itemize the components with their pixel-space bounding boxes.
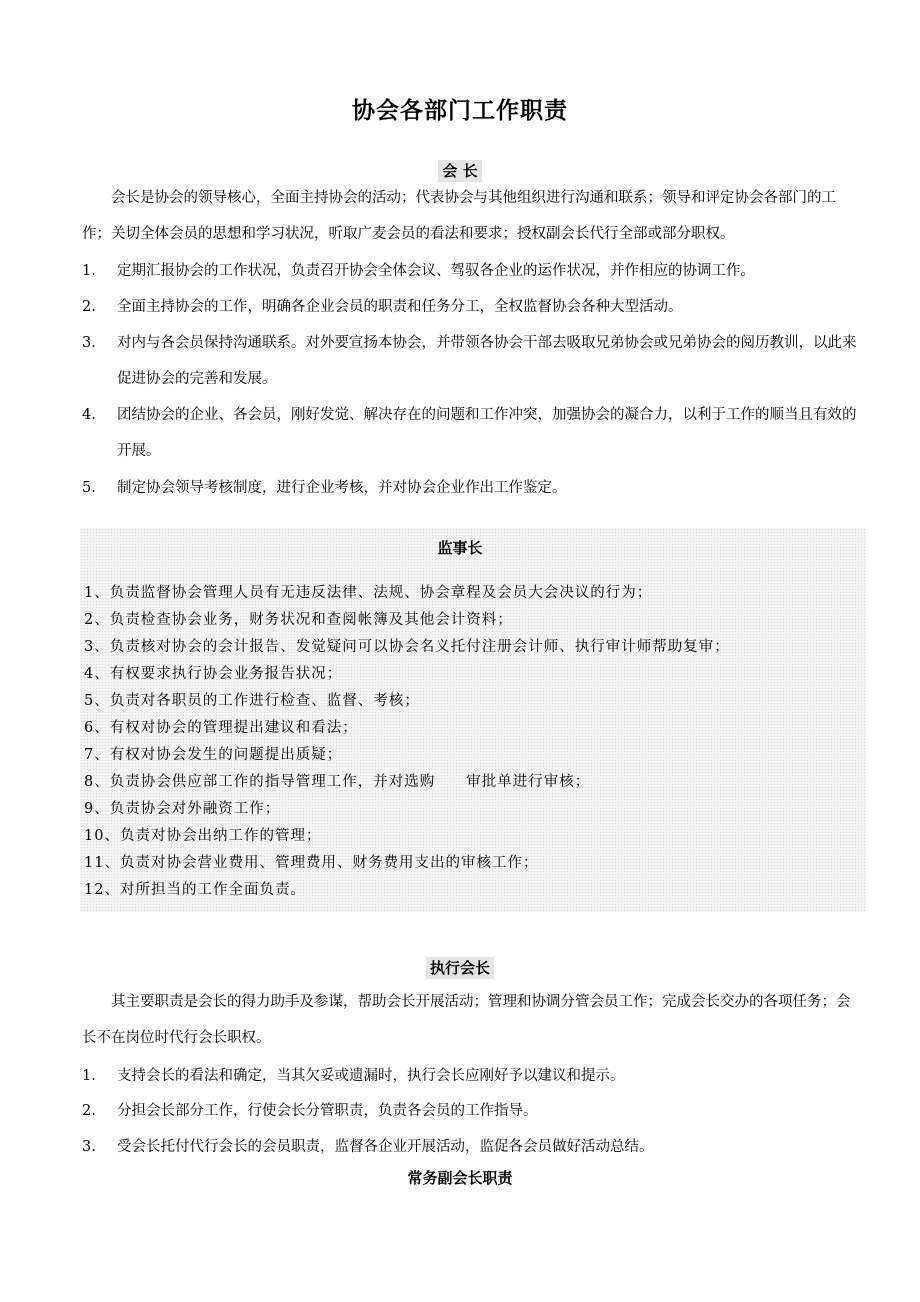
item-text: 支持会长的看法和确定，当其欠妥或遗漏时，执行会长应刚好予以建议和提示。 (117, 1068, 625, 1084)
president-item (82, 253, 862, 289)
executive-intro: 其主要职责是会长的得力助手及参谋，帮助会长开展活动；管理和协调分管会员工作；完成会长交办的各项任务；会长不在岗位时代行会长职权。 (82, 994, 851, 1046)
president-item (82, 470, 862, 506)
item-number: 3. (82, 335, 96, 351)
item-number: 1. (82, 1068, 96, 1084)
executive-item (82, 1058, 862, 1094)
president-heading-text: 会 长 (438, 160, 481, 182)
supervisor-heading (0, 537, 920, 558)
list-item: 5、负责对各职员的工作进行检查、监督、考核； (84, 693, 420, 709)
item-text: 制定协会领导考核制度，进行企业考核，并对协会企业作出工作鉴定。 (117, 480, 567, 496)
list-item: 12、对所担当的工作全面负责。 (84, 882, 306, 898)
executive-heading (0, 957, 920, 978)
item-text: 团结协会的企业、各会员，刚好发觉、解决存在的问题和工作冲突，加强协会的凝合力，以利于工作的顺当且有效的开展。 (117, 407, 857, 459)
item-text: 对内与各会员保持沟通联系。对外要宣扬本协会，并带领各协会干部去吸取兄弟协会或兄弟协会的阅历教训，以此来促进协会的完善和发展。 (117, 335, 857, 387)
item-number: 2. (82, 1103, 96, 1119)
list-item: 7、有权对协会发生的问题提出质疑； (84, 747, 343, 763)
supervisor-list (84, 580, 864, 904)
list-item: 6、有权对协会的管理提出建议和看法； (84, 720, 358, 736)
item-number: 1. (82, 263, 96, 279)
list-item: 8、负责协会供应部工作的指导管理工作，并对选购 审批单进行审核； (84, 774, 591, 790)
list-item: 4、有权要求执行协会业务报告状况； (84, 666, 343, 682)
item-text: 全面主持协会的工作，明确各企业会员的职责和任务分工，全权监督协会各种大型活动。 (117, 299, 683, 315)
executive-item (82, 1129, 862, 1165)
list-item: 3、负责核对协会的会计报告、发觉疑问可以协会名义托付注册会计师、执行审计师帮助复审； (84, 639, 730, 655)
list-item: 11、负责对协会营业费用、管理费用、财务费用支出的审核工作； (84, 855, 539, 871)
list-item: 10、负责对协会出纳工作的管理； (84, 828, 322, 844)
executive-item (82, 1093, 862, 1129)
list-item: 1、负责监督协会管理人员有无违反法律、法规、协会章程及会员大会决议的行为； (84, 585, 653, 601)
item-number: 4. (82, 407, 96, 423)
president-item (82, 397, 862, 469)
list-item: 2、负责检查协会业务，财务状况和查阅帐簿及其他会计资料； (84, 612, 513, 628)
supervisor-heading-text: 监事长 (437, 539, 483, 557)
president-intro: 会长是协会的领导核心，全面主持协会的活动；代表协会与其他组织进行沟通和联系；领导和评定协会各部门的工作；关切全体会员的思想和学习状况，听取广麦会员的看法和要求；授权副会长代行全部或部分职权。 (82, 190, 836, 242)
president-item (82, 289, 862, 325)
item-text: 受会长托付代行会长的会员职责，监督各企业开展活动，监促各会员做好活动总结。 (117, 1139, 654, 1155)
executive-heading-text: 执行会长 (426, 957, 494, 979)
president-heading (0, 160, 920, 181)
item-text: 分担会长部分工作，行使会长分管职责，负责各会员的工作指导。 (117, 1103, 538, 1119)
president-item (82, 325, 862, 397)
item-number: 2. (82, 299, 96, 315)
item-number: 3. (82, 1139, 96, 1155)
page-title: 协会各部门工作职责 (352, 98, 568, 124)
item-number: 5. (82, 480, 96, 496)
item-text: 定期汇报协会的工作状况，负责召开协会全体会议、驾驭各企业的运作状况，并作相应的协调工作。 (117, 263, 755, 279)
vice-heading-text: 常务副会长职责 (407, 1169, 513, 1187)
list-item: 9、负责协会对外融资工作； (84, 801, 281, 817)
vice-heading (0, 1167, 920, 1188)
